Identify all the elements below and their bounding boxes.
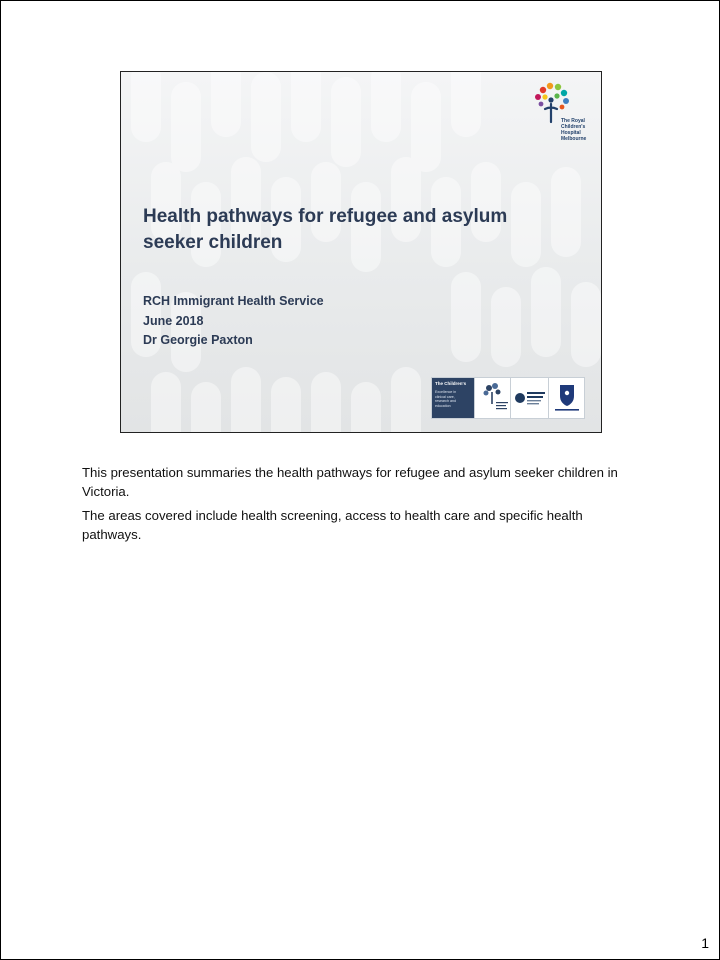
slide-title: Health pathways for refugee and asylum seeker children [143,206,508,253]
mcri-partner-logo [510,378,549,418]
rch-partner-logo [474,378,511,418]
mcri-mark-icon [511,378,549,418]
rch-logo [533,82,593,162]
notes-paragraph: This presentation summaries the health pathways for refugee and asylum seeker children in Victoria. [82,465,618,499]
slide-thumbnail [120,71,602,433]
tree-partner-icon [475,378,511,418]
slide-subtitle [143,292,443,351]
speaker-notes [82,463,642,549]
campus-logo: The Children's Excellence in clinical care, research and education [432,378,474,418]
page-number: 1 [701,935,709,951]
presenter-name: Dr Georgie Paxton [143,333,253,347]
notes-paragraph: The areas covered include health screening, access to health care and specific health pathways. [82,508,583,542]
partner-logos [431,377,585,419]
university-crest-icon [549,378,585,418]
presentation-date: June 2018 [143,313,204,328]
rch-logo-text: The Royal Children's Hospital Melbourne [561,118,587,142]
university-partner-logo [548,378,585,418]
service-name: RCH Immigrant Health Service [143,294,324,308]
